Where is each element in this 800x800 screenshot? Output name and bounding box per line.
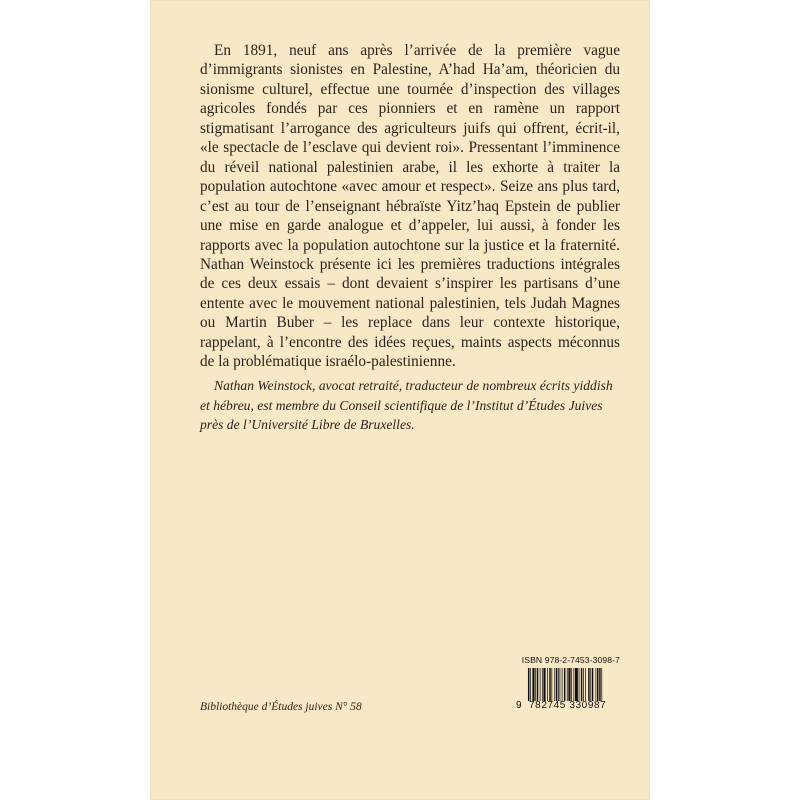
barcode-bar	[579, 668, 580, 701]
barcode-bar	[547, 668, 548, 701]
barcode-bar	[592, 668, 593, 701]
barcode-bar	[537, 668, 538, 701]
back-cover	[150, 0, 650, 800]
barcode-bar	[562, 668, 563, 701]
barcode-bar	[558, 668, 559, 701]
barcode-bar	[535, 668, 536, 701]
barcode-bar	[596, 668, 597, 701]
barcode-bar	[542, 668, 543, 701]
barcode-bar	[556, 668, 557, 701]
barcode-image	[527, 668, 620, 701]
barcode-digits: 782745 330987	[529, 700, 607, 711]
barcode-bar	[568, 668, 570, 701]
isbn-label: ISBN 978-2-7453-3098-7	[521, 655, 620, 665]
barcode-bar	[597, 668, 598, 701]
barcode-bar	[567, 668, 568, 701]
barcode-bar	[564, 668, 565, 701]
isbn-barcode-block	[510, 655, 620, 713]
series-label: Bibliothèque d’Études juives N° 58	[200, 701, 362, 713]
barcode-bar	[560, 668, 561, 701]
barcode-bar	[601, 668, 602, 701]
barcode-bar	[540, 668, 541, 701]
barcode-bar	[588, 668, 589, 701]
barcode-bar	[583, 668, 584, 701]
barcode-bar	[528, 668, 529, 701]
blurb-paragraph: En 1891, neuf ans après l’arrivée de la première vague d’immigrants sionistes en Palestine, A’had Ha’am, théoricien du sionisme culturel, effectue une tournée d’inspection des villages agricoles fondés par ces pionniers et en ramène un rapport stigmatisant l’arrogance des agriculteurs juifs qui offrent, écrit-il, «le spectacle de l’esclave qui devient roi». Pressentant l’imminence du réveil national palestinien arabe, il les exhorte à traiter la population autochtone «avec amour et respect». Seize ans plus tard, c’est au tour de l’enseignant hébraïste Yitz’haq Epstein de publier une mise en garde analogue et d’appeler, lui aussi, à fonder les rapports avec la population autochtone sur la justice et la fraternité. Nathan Weinstock présente ici les premières traductions intégrales de ces deux essais – dont devaient s’inspirer les partisans d’une entente avec le mouvement national palestinien, tels Judah Magnes ou Martin Buber – les replace dans leur contexte historique, rappelant, à l’encontre des idées reçues, maints aspects méconnus de la problématique israélo-palestinienne.	[200, 42, 620, 371]
barcode-bar	[530, 668, 531, 701]
author-bio: Nathan Weinstock, avocat retraité, traducteur de nombreux écrits yiddish et hébreu, est membre du Conseil scientifique de l’Institut d’Études Juives près de l’Université Libre de Bruxelles.	[200, 378, 613, 432]
barcode-bar	[554, 668, 555, 701]
barcode-bar	[551, 668, 552, 701]
barcode-first-digit: 9	[516, 700, 522, 711]
barcode-bar	[585, 668, 586, 701]
barcode-bar	[575, 668, 578, 701]
barcode-bar	[574, 668, 575, 701]
barcode-bar	[590, 668, 591, 701]
barcode-bar	[599, 668, 600, 701]
barcode-bar	[571, 668, 572, 701]
barcode-bar	[549, 668, 550, 701]
barcode-bar	[581, 668, 582, 701]
barcode-bar	[543, 668, 545, 701]
barcode-bar	[532, 668, 534, 701]
